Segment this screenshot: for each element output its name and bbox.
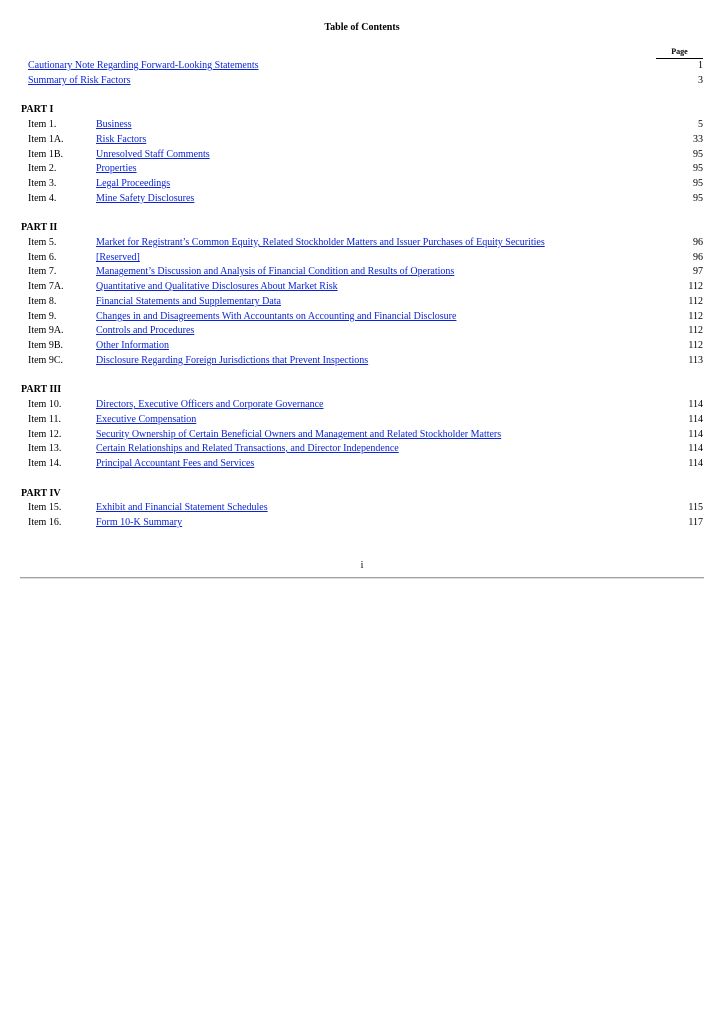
toc-page-number: 114 — [688, 429, 703, 440]
toc-page-number: 95 — [693, 163, 703, 174]
toc-row — [0, 118, 724, 132]
toc-row — [0, 280, 724, 294]
part-heading: PART I — [21, 104, 54, 115]
toc-link[interactable]: Legal Proceedings — [96, 178, 171, 189]
page-column-header: Page — [656, 47, 703, 59]
toc-row — [0, 413, 724, 427]
toc-page-number: 117 — [688, 517, 703, 528]
toc-page-number: 112 — [688, 311, 703, 322]
toc-page-number: 96 — [693, 252, 703, 263]
page-divider — [20, 577, 704, 579]
item-number: Item 9C. — [28, 355, 63, 366]
toc-page-number: 1 — [698, 60, 703, 71]
toc-row — [0, 177, 724, 191]
item-number: Item 16. — [28, 517, 62, 528]
toc-row — [0, 501, 724, 515]
toc-link[interactable]: Other Information — [96, 340, 170, 351]
item-number: Item 8. — [28, 296, 57, 307]
toc-page-number: 113 — [688, 355, 703, 366]
toc-link[interactable]: Business — [96, 119, 132, 130]
toc-link[interactable]: Form 10-K Summary — [96, 517, 183, 528]
toc-link[interactable]: Risk Factors — [96, 134, 147, 145]
toc-page-number: 112 — [688, 296, 703, 307]
toc-link[interactable]: Certain Relationships and Related Transactions, and Director Independence — [96, 443, 399, 454]
toc-link[interactable]: Market for Registrant’s Common Equity, Related Stockholder Matters and Issuer Purchases of Equity Securities — [96, 237, 545, 248]
toc-row — [0, 324, 724, 338]
toc-link[interactable]: Principal Accountant Fees and Services — [96, 458, 255, 469]
item-number: Item 10. — [28, 399, 62, 410]
footer-page-number: i — [360, 560, 364, 571]
toc-link[interactable]: Changes in and Disagreements With Accountants on Accounting and Financial Disclosure — [96, 311, 457, 322]
toc-row-risk-summary — [0, 74, 724, 88]
item-number: Item 11. — [28, 414, 61, 425]
item-number: Item 15. — [28, 502, 62, 513]
toc-page-number: 112 — [688, 281, 703, 292]
part-heading: PART III — [21, 384, 62, 395]
toc-page-number: 3 — [698, 75, 703, 86]
toc-link[interactable]: Unresolved Staff Comments — [96, 149, 210, 160]
toc-link[interactable]: Financial Statements and Supplementary Data — [96, 296, 281, 307]
table-of-contents-title: Table of Contents — [324, 22, 400, 33]
toc-row — [0, 148, 724, 162]
part-heading: PART II — [21, 222, 58, 233]
item-number: Item 1. — [28, 119, 57, 130]
toc-row — [0, 398, 724, 412]
toc-page-number: 96 — [693, 237, 703, 248]
toc-row — [0, 428, 724, 442]
item-number: Item 13. — [28, 443, 62, 454]
item-number: Item 7A. — [28, 281, 64, 292]
toc-row — [0, 457, 724, 471]
toc-page-number: 114 — [688, 443, 703, 454]
item-number: Item 2. — [28, 163, 57, 174]
toc-page-number: 33 — [693, 134, 703, 145]
toc-link-summary-of-risk-factors[interactable]: Summary of Risk Factors — [28, 75, 131, 86]
toc-link[interactable]: Executive Compensation — [96, 414, 197, 425]
toc-page-number: 115 — [688, 502, 703, 513]
item-number: Item 1B. — [28, 149, 63, 160]
toc-page-number: 112 — [688, 325, 703, 336]
toc-link[interactable]: Disclosure Regarding Foreign Jurisdictions that Prevent Inspections — [96, 355, 369, 366]
toc-row-forward-looking — [0, 59, 724, 73]
toc-row — [0, 295, 724, 309]
toc-link[interactable]: Properties — [96, 163, 137, 174]
toc-link[interactable]: Quantitative and Qualitative Disclosures About Market Risk — [96, 281, 338, 292]
toc-row — [0, 516, 724, 530]
item-number: Item 9A. — [28, 325, 64, 336]
item-number: Item 14. — [28, 458, 62, 469]
toc-row — [0, 265, 724, 279]
toc-link[interactable]: Controls and Procedures — [96, 325, 195, 336]
toc-page-number: 97 — [693, 266, 703, 277]
item-number: Item 4. — [28, 193, 57, 204]
toc-row — [0, 236, 724, 250]
item-number: Item 9B. — [28, 340, 63, 351]
item-number: Item 1A. — [28, 134, 64, 145]
item-number: Item 5. — [28, 237, 57, 248]
toc-row — [0, 339, 724, 353]
toc-page-number: 114 — [688, 458, 703, 469]
item-number: Item 6. — [28, 252, 57, 263]
toc-row — [0, 251, 724, 265]
toc-page-number: 114 — [688, 414, 703, 425]
item-number: Item 3. — [28, 178, 57, 189]
toc-page-number: 5 — [698, 119, 703, 130]
toc-link[interactable]: Directors, Executive Officers and Corporate Governance — [96, 399, 324, 410]
toc-page-number: 112 — [688, 340, 703, 351]
toc-link[interactable]: Management’s Discussion and Analysis of Financial Condition and Results of Operations — [96, 266, 455, 277]
toc-link[interactable]: [Reserved] — [96, 252, 140, 263]
toc-row — [0, 192, 724, 206]
part-heading: PART IV — [21, 488, 61, 499]
toc-page-number: 95 — [693, 149, 703, 160]
toc-row — [0, 354, 724, 368]
toc-row — [0, 133, 724, 147]
toc-row — [0, 442, 724, 456]
toc-row — [0, 162, 724, 176]
toc-row — [0, 310, 724, 324]
item-number: Item 12. — [28, 429, 62, 440]
toc-link[interactable]: Security Ownership of Certain Beneficial Owners and Management and Related Stockholder Matters — [96, 429, 502, 440]
item-number: Item 7. — [28, 266, 57, 277]
toc-page-number: 95 — [693, 178, 703, 189]
toc-page-number: 114 — [688, 399, 703, 410]
toc-page-number: 95 — [693, 193, 703, 204]
toc-link[interactable]: Exhibit and Financial Statement Schedules — [96, 502, 268, 513]
item-number: Item 9. — [28, 311, 57, 322]
toc-link-forward-looking-statements[interactable]: Cautionary Note Regarding Forward-Looking Statements — [28, 60, 259, 71]
toc-link[interactable]: Mine Safety Disclosures — [96, 193, 195, 204]
